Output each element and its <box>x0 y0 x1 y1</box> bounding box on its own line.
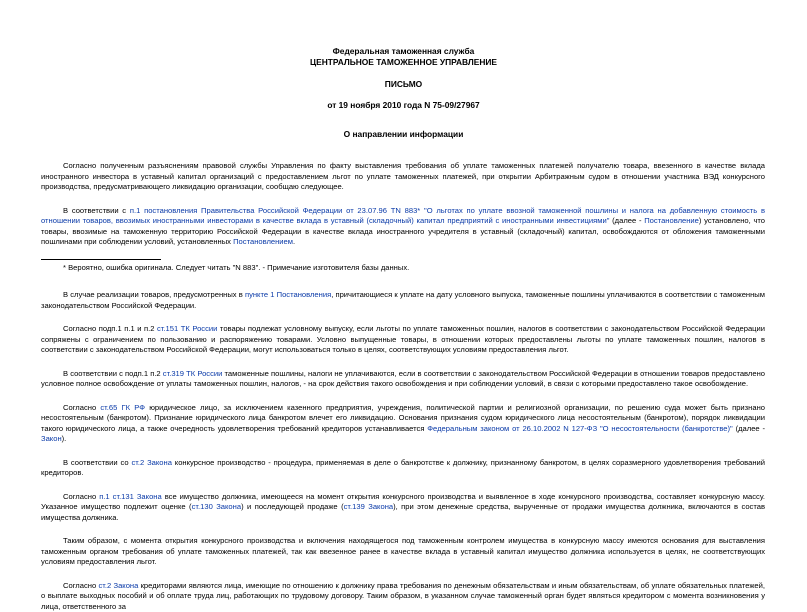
paragraph-2 <box>41 206 765 248</box>
paragraph-10 <box>41 581 765 612</box>
header-subject: О направлении информации <box>0 129 807 140</box>
text: ) и последующей продаже ( <box>241 502 344 511</box>
header-doc-type: ПИСЬМО <box>0 79 807 90</box>
link-postanovlenie[interactable]: Постановление <box>644 216 699 225</box>
paragraph-3 <box>41 290 765 311</box>
paragraph-4 <box>41 324 765 356</box>
text: В случае реализации товаров, предусмотренных в <box>63 290 245 299</box>
text: (далее - <box>733 424 765 433</box>
document-body <box>41 161 765 612</box>
text: все имущество должника, имеющееся на момент открытия конкурсного производства и выявленное в ходе конкурсного производства, составляет конкурсную массу. Указанное имущество подлежит оценке ( <box>41 492 765 512</box>
text: В соответствии с подп.1 п.2 <box>63 369 163 378</box>
text: юридическое лицо, за исключением казенного предприятия, учреждения, политической партии и религиозной организации, по решению суда может быть признано несостоятельным (банкротом). Признание юридического лица банкротом влечет его ликвидацию. Основания признания судом юридического лица несостоятельным (банкротом), порядок ликвидации такого юридического лица, а также очередность удовлетворения требований кредиторов устанавливается <box>41 403 765 433</box>
link-st2-zakona[interactable]: ст.2 Закона <box>98 581 138 590</box>
header-department: ЦЕНТРАЛЬНОЕ ТАМОЖЕННОЕ УПРАВЛЕНИЕ <box>0 57 807 68</box>
text: ) установлено, что товары, ввозимые на таможенную территорию Российской Федерации в качестве вклада иностранного учредителя в уставный (складочный) капитал, освобождаются от обложения таможенными пошлинами при соблюдении условий, установленных <box>41 216 765 246</box>
text: В соответствии со <box>63 458 131 467</box>
footnote-separator <box>41 259 161 260</box>
text: В соответствии с <box>63 206 130 215</box>
paragraph-9: Таким образом, с момента открытия конкурсного производства и включения находящегося под таможенным контролем имущества в конкурсную массу имеются основания для выставления таможенным органом требования об уплате таможенных платежей, так как ввезенное ранее в качестве вклада в уставный капитал имущество должника используется в целях, не соответствующих условиям предоставления льгот. <box>41 536 765 568</box>
paragraph-8 <box>41 492 765 524</box>
paragraph-5 <box>41 369 765 390</box>
text: товары подлежат условному выпуску, если льготы по уплате таможенных пошлин, налогов в соответствии с законодательством Российской Федерации сопряжены с ограничением по пользованию и распоряжению товарами. Условно выпущенные товары, в отношении которых предоставлены льготы по уплате таможенных пошлин, налогов в соответствии с законодательством Российской Федерации, могут использоваться только в целях, соответствующих условиям предоставления льгот. <box>41 324 765 354</box>
document-header <box>0 46 807 140</box>
link-zakon[interactable]: Закон <box>41 434 62 443</box>
text: Согласно подп.1 п.1 и п.2 <box>63 324 157 333</box>
header-agency: Федеральная таможенная служба <box>0 46 807 57</box>
link-st151[interactable]: ст.151 ТК России <box>157 324 217 333</box>
link-p1-st131[interactable]: п.1 <box>99 492 109 501</box>
link-st65[interactable]: ст.65 ГК РФ <box>100 403 145 412</box>
link-st139[interactable]: ст.139 Закона <box>344 502 394 511</box>
link-st319[interactable]: ст.319 ТК России <box>163 369 223 378</box>
text: конкурсное производство - процедура, применяемая в деле о банкротстве к должнику, признанному банкротом, в целях соразмерного удовлетворения требований кредиторов. <box>41 458 765 478</box>
text: таможенные пошлины, налоги не уплачиваются, если в соответствии с законодательством Российской Федерации в отношении товаров предоставлено условное полное освобождение от уплаты таможенных пошлин, налогов, - на срок действия такого освобождения и при соблюдении условий, в связи с которыми предоставлено такое освобождение. <box>41 369 765 389</box>
text: Согласно <box>63 403 100 412</box>
link-st131[interactable]: ст.131 Закона <box>113 492 162 501</box>
link-st130[interactable]: ст.130 Закона <box>192 502 242 511</box>
text: Согласно <box>63 581 98 590</box>
footnote: * Вероятно, ошибка оригинала. Следует читать "N 883". - Примечание изготовителя базы данных. <box>41 263 765 274</box>
text: . <box>293 237 295 246</box>
paragraph-6 <box>41 403 765 445</box>
header-date-number: от 19 ноября 2010 года N 75-09/27967 <box>0 100 807 111</box>
text: кредиторами являются лица, имеющие по отношению к должнику права требования по денежным обязательствам и иным обязательствам, об уплате обязательных платежей, о выплате выходных пособий и об оплате труда лиц, работающих по трудовому договору. Таким образом, в указанном случае таможенный орган будет являться кредитором с момента возникновения у лица, ответственного за <box>41 581 765 611</box>
text: , причитающиеся к уплате на дату условного выпуска, таможенные пошлины уплачиваются в соответствии с таможенным законодательством Российской Федерации. <box>41 290 765 310</box>
text: ). <box>62 434 67 443</box>
paragraph-1: Согласно полученным разъяснениям правовой службы Управления по факту выставления требования об уплате таможенных платежей получателю товара, ввезенного в качестве вклада иностранного инвестора в уставный капитал организаций с предоставлением льгот по уплате таможенных платежей, при открытии Арбитражным судом в отношении участника ВЭД конкурсного производства, предусматривающего ликвидацию организации, сообщаю следующее. <box>41 161 765 193</box>
paragraph-7 <box>41 458 765 479</box>
text: (далее - <box>609 216 644 225</box>
link-postanovleniem[interactable]: Постановлением <box>233 237 293 246</box>
text: Согласно <box>63 492 99 501</box>
text: ), при этом денежные средства, вырученные от продажи имущества должника, включаются в состав имущества должника. <box>41 502 765 522</box>
link-punkt-1[interactable]: пункте 1 Постановления <box>245 290 331 299</box>
link-federal-law[interactable]: Федеральным законом от 26.10.2002 N 127-ФЗ "О несостоятельности (банкротстве)" <box>427 424 732 433</box>
link-st2[interactable]: ст.2 Закона <box>131 458 171 467</box>
link-resolution-883[interactable]: постановления Правительства Российской Федерации от 23.07.96 ТN 883* "О льготах по уплате ввозной таможенной пошлины и налога на добавленную стоимость в отношении товаров, ввозимых иностранными инвесторами в качестве вклада в уставный (складочный) капитал предприятий с иностранными инвестициями" <box>41 206 765 226</box>
link-p1[interactable]: п.1 <box>130 206 140 215</box>
